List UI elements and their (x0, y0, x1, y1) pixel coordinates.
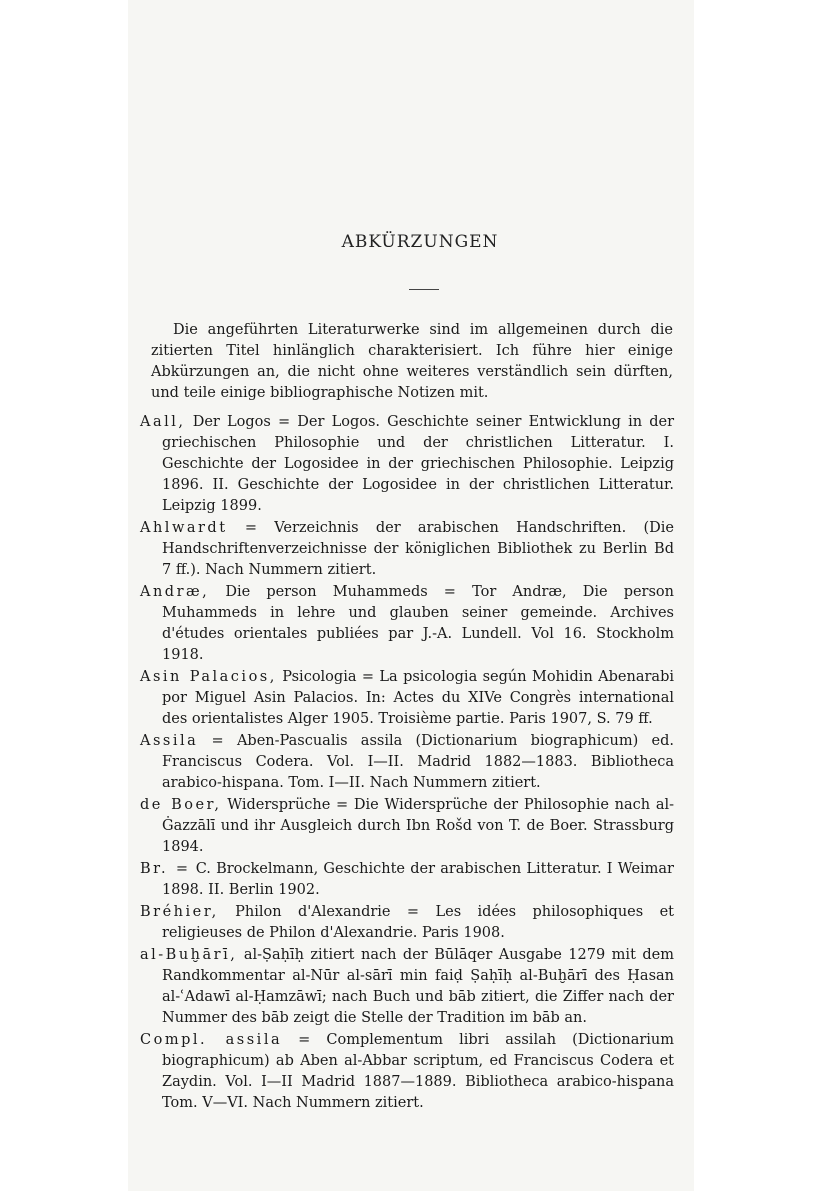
entry-key: Andræ, (140, 584, 210, 600)
entry-key: Asin Palacios, (140, 669, 277, 685)
title-divider (409, 289, 439, 290)
entry-key: Ahlwardt (140, 520, 228, 536)
entry-key: al-Buḫārī, (140, 947, 238, 963)
entry-text: C. Brockelmann, Geschichte der arabischen Litteratur. I Weimar 1898. II. Berlin 1902. (162, 861, 674, 898)
entry-text: Die person Muhammeds = Tor Andræ, Die person Muhammeds in lehre und glauben seiner gemeinde. Archives d'études orientales publiées par J.-A. Lundell. Vol 16. Stockholm 1918. (162, 584, 674, 663)
abbreviation-list (140, 412, 674, 1115)
entry-key: de Boer, (140, 797, 222, 813)
entry-text: Der Logos = Der Logos. Geschichte seiner Entwicklung in der griechischen Philosophie und der christlichen Litteratur. I. Geschichte der Logosidee in der griechischen Philosophie. Leipzig 1896. II. Geschichte der Logosidee in der christlichen Litteratur. Leipzig 1899. (162, 414, 675, 514)
abbreviation-entry (140, 582, 674, 666)
entry-text: al-Ṣaḥīḥ zitiert nach der Būlāqer Ausgabe 1279 mit dem Randkommentar al-Nūr al-sārī min faiḍ Ṣaḥīḥ al-Buḫārī des Ḥasan al-ʿAdawī al-Ḥamzāwī; nach Buch und bāb zitiert, die Ziffer nach der Nummer des bāb zeigt die Stelle der Tradition im bāb an. (162, 947, 675, 1026)
entry-key: Br. = (140, 861, 191, 877)
entry-text: Psicologia = La psicologia según Mohidin Abenarabi por Miguel Asin Palacios. In: Actes du XIVe Congrès international des orientalistes Alger 1905. Troisième partie. Paris 1907, S. 79 ff. (162, 669, 674, 727)
entry-text: = Complementum libri assilah (Dictionarium biographicum) ab Aben al-Abbar scriptum, ed Franciscus Codera et Zaydin. Vol. I—II Madrid 1887—1889. Bibliotheca arabico-hispana Tom. V—VI. Nach Nummern zitiert. (162, 1032, 674, 1111)
abbreviation-entry (140, 731, 674, 794)
entry-key: Aall, (140, 414, 186, 430)
abbreviation-entry (140, 412, 674, 517)
abbreviation-entry (140, 859, 674, 901)
entry-key: Compl. assila (140, 1032, 283, 1048)
entry-key: Bréhier, (140, 904, 219, 920)
abbreviation-entry (140, 945, 674, 1029)
abbreviation-entry (140, 795, 674, 858)
abbreviation-entry (140, 1030, 674, 1114)
entry-text: = Aben-Pascualis assila (Dictionarium biographicum) ed. Franciscus Codera. Vol. I—II. Madrid 1882—1883. Bibliotheca arabico-hispana. Tom. I—II. Nach Nummern zitiert. (162, 733, 674, 791)
entry-text: Philon d'Alexandrie = Les idées philosophiques et religieuses de Philon d'Alexandrie. Paris 1908. (162, 904, 675, 941)
entry-text: Widersprüche = Die Widersprüche der Philosophie nach al-Ġazzālī und ihr Ausgleich durch Ibn Rošd von T. de Boer. Strassburg 1894. (162, 797, 674, 855)
abbreviation-entry (140, 902, 674, 944)
entry-key: Assila (140, 733, 199, 749)
abbreviation-entry (140, 667, 674, 730)
abbreviation-entry (140, 518, 674, 581)
entry-text: = Verzeichnis der arabischen Handschriften. (Die Handschriftenverzeichnisse der königlichen Bibliothek zu Berlin Bd 7 ff.). Nach Nummern zitiert. (162, 520, 674, 578)
page-title: ABKÜRZUNGEN (341, 232, 499, 252)
intro-paragraph: Die angeführten Literaturwerke sind im allgemeinen durch die zitierten Titel hinlänglich charakterisiert. Ich führe hier einige Abkürzungen an, die nicht ohne weiteres verständlich sein dürften, und teile einige bibliographische Notizen mit. (151, 322, 673, 401)
